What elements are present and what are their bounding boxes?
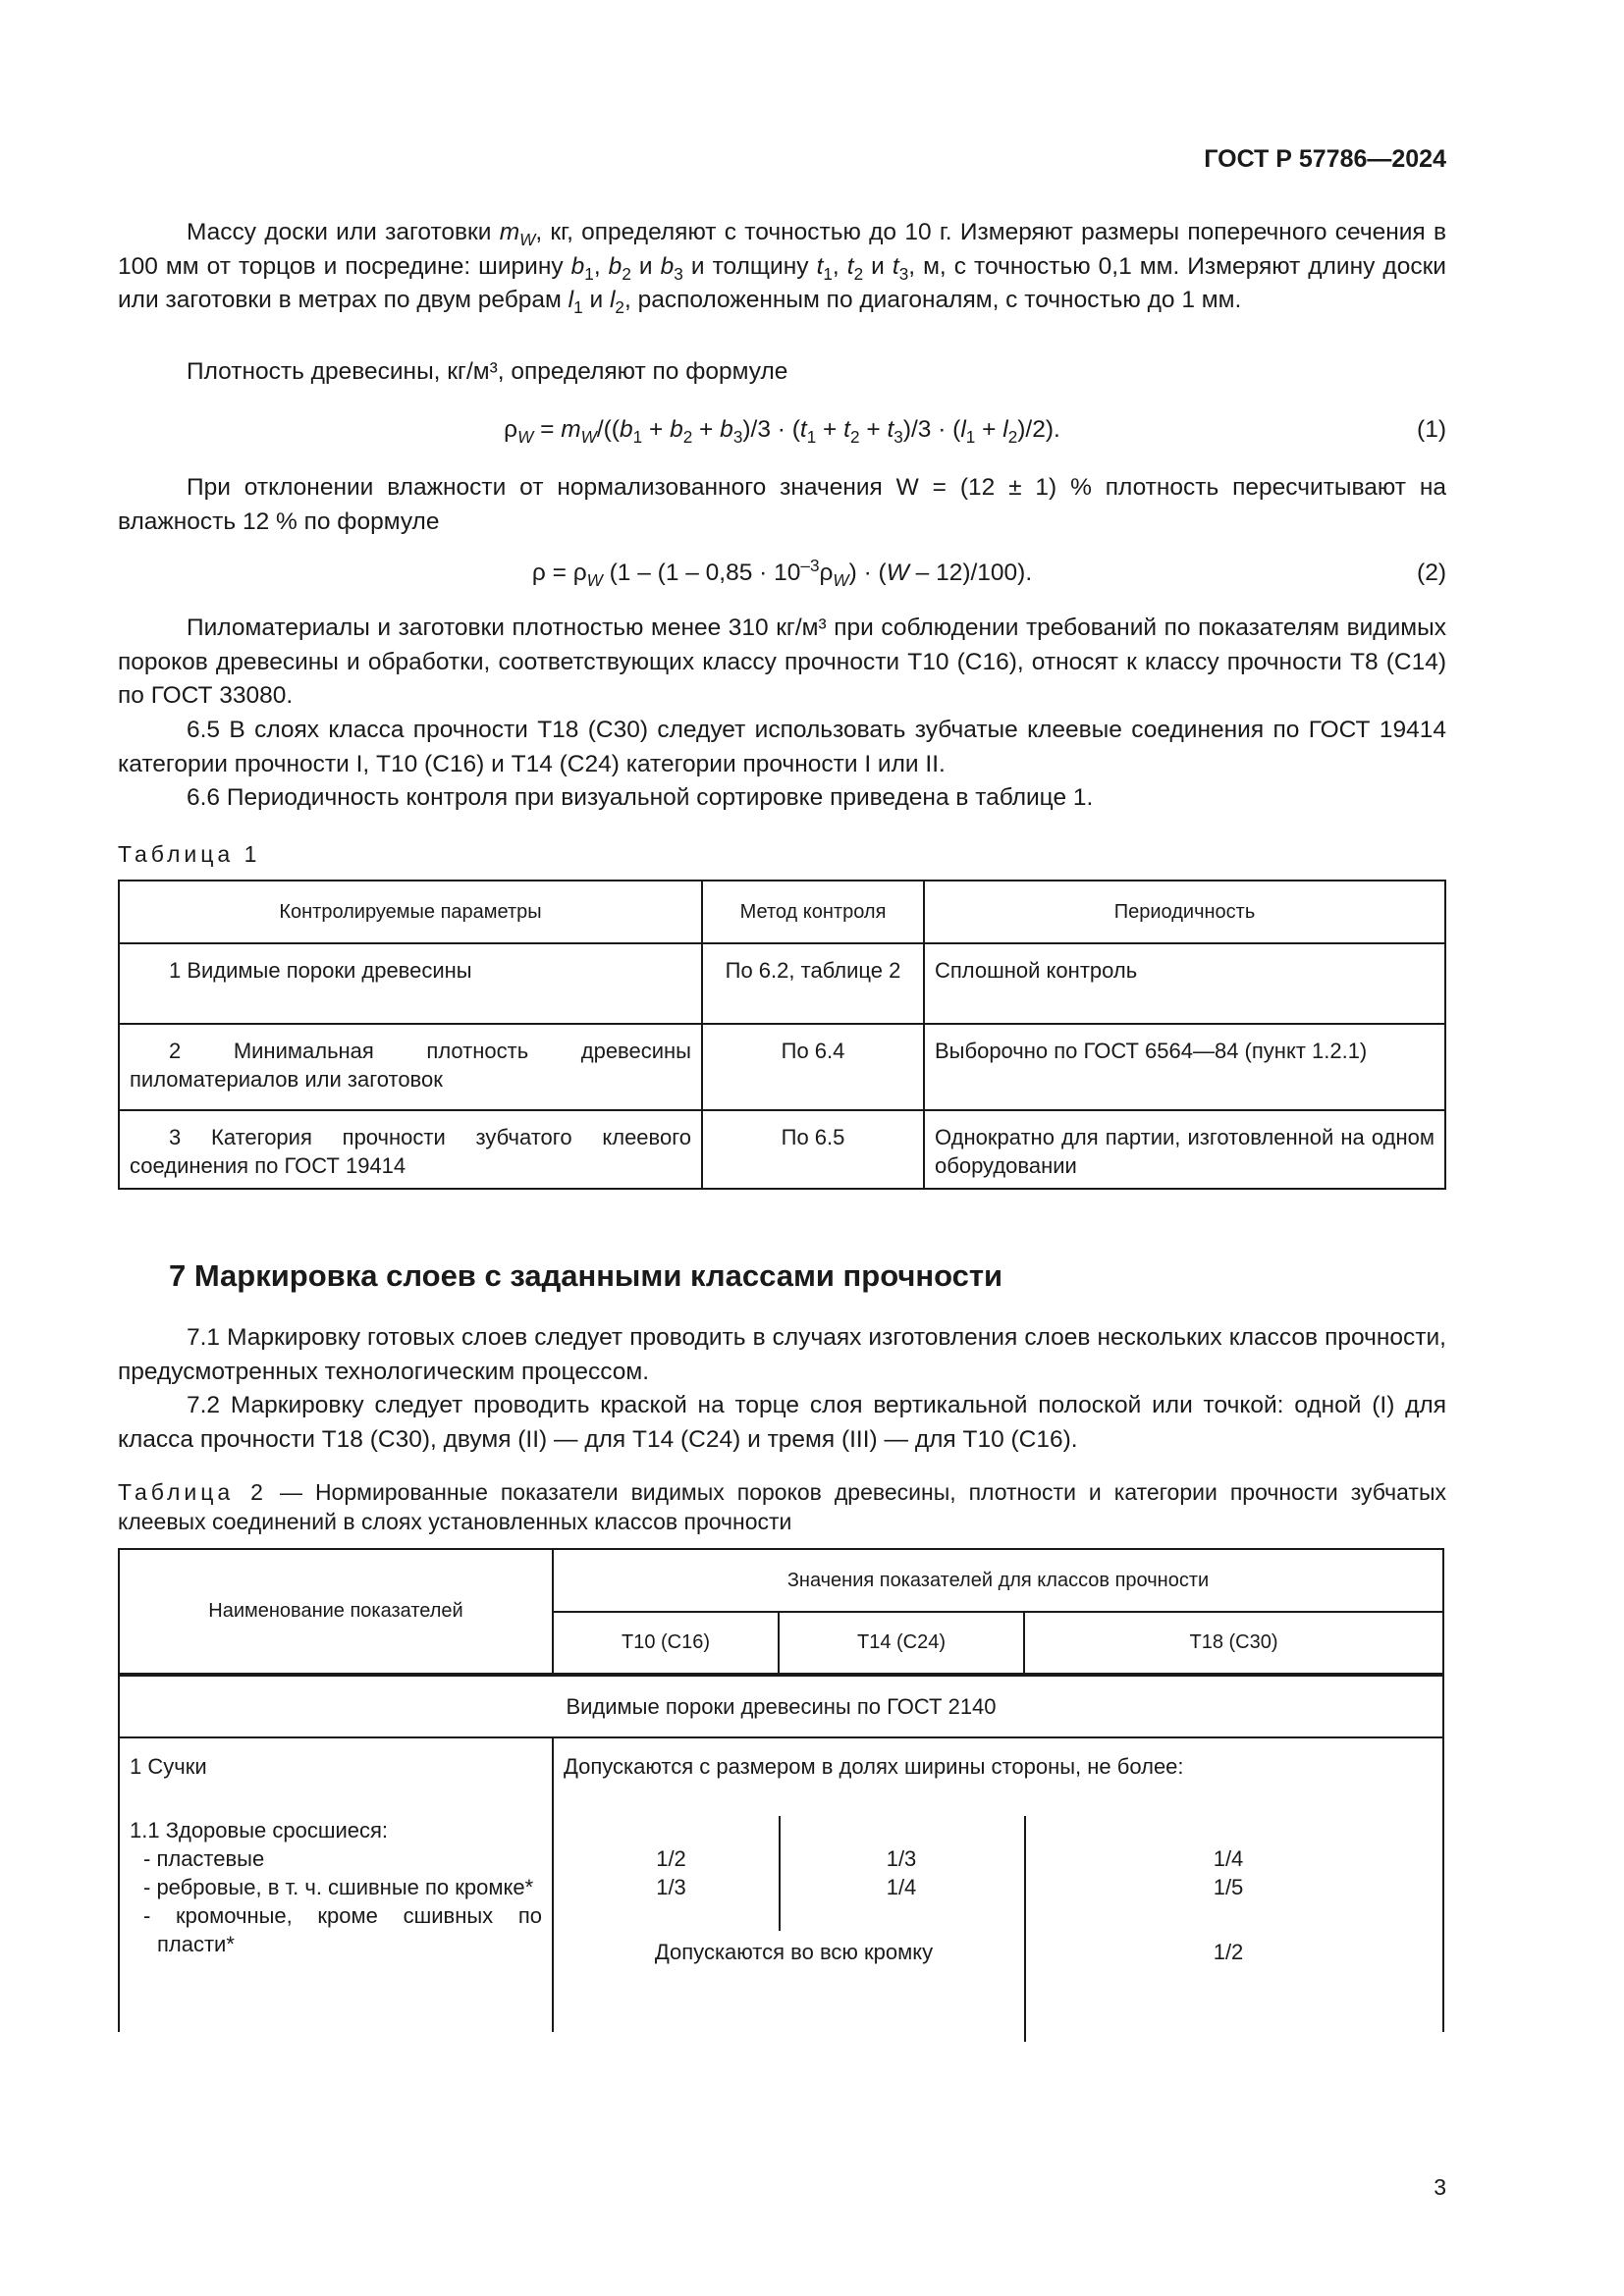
table2-header-t10: Т10 (С16) xyxy=(553,1612,779,1675)
val-b-t18: 1/5 xyxy=(1213,1875,1244,1899)
formula-2-number: (2) xyxy=(1417,560,1446,586)
table-row: 2 Минимальная плотность древесины пиломатериалов или заготовок По 6.4 Выборочно по ГОСТ 6564—84 (пункт 1.2.1) xyxy=(119,1024,1445,1110)
document-id: ГОСТ Р 57786—2024 xyxy=(1204,145,1446,173)
paragraph-6-5: 6.5 В слоях класса прочности Т18 (С30) следует использовать зубчатые клеевые соединения по ГОСТ 19414 категории прочности I, Т10 (С16) и Т14 (С24) категории прочности I или II. xyxy=(118,717,1446,777)
val-b-t14: 1/4 xyxy=(886,1875,917,1899)
val-a-t10: 1/2 xyxy=(656,1846,686,1871)
sub-face: - пластевые xyxy=(143,1846,265,1871)
knots-note: Допускаются с размером в долях ширины стороны, не более: xyxy=(564,1754,1184,1779)
table1-caption: Таблица 1 xyxy=(118,841,261,867)
page-number: 3 xyxy=(1434,2174,1446,2200)
val-b-t10: 1/3 xyxy=(656,1875,686,1899)
item-knots: 1 Сучки xyxy=(130,1754,207,1779)
formula-1: $\rho_W = m_W/((b_1 + b_2 + b_3)/3 \cdot (t_1 + t_2 + t_3)/3 \cdot (l_1 + l_2)/2)$. (1) xyxy=(118,413,1446,449)
paragraph-6-6: 6.6 Периодичность контроля при визуальной сортировке приведена в таблице 1. xyxy=(187,784,1094,811)
sub-edge: - ребровые, в т. ч. сшивные по кромке* xyxy=(143,1875,534,1899)
table-row: 1 Видимые пороки древесины По 6.2, таблице 2 Сплошной контроль xyxy=(119,943,1445,1024)
table-row: 3 Категория прочности зубчатого клеевого соединения по ГОСТ 19414 По 6.5 Однократно для партии, изготовленной на одном оборудовании xyxy=(119,1110,1445,1189)
section-7-title: 7 Маркировка слоев с заданными классами прочности xyxy=(169,1258,1003,1293)
formula-2: $\rho = \rho_W$ $(1 - (1 - 0,85 \cdot 10^{-3}\rho_W) \cdot (W - 12)/100)$. (2) xyxy=(531,555,1446,590)
table2-header-name: Наименование показателей xyxy=(119,1549,553,1675)
table2-header-t18: Т18 (С30) xyxy=(1024,1612,1443,1675)
table2-knots-values xyxy=(553,1737,1443,2032)
val-a-t14: 1/3 xyxy=(886,1846,917,1871)
paragraph-7-2: 7.2 Маркировку следует проводить краской на торце слоя вертикальной полоской или точкой: одной (I) для класса прочности Т18 (С30), двумя (II) — для Т14 (С24) и тремя (III) — для Т10 (С16). xyxy=(118,1392,1446,1453)
paragraph-moisture: При отклонении влажности от нормализованного значения W = (12 ± 1) % плотность пересчитывают на влажность 12 % по формуле xyxy=(118,474,1446,535)
table-2 xyxy=(118,1548,1444,2032)
val-a-t18: 1/4 xyxy=(1213,1846,1244,1871)
item-sound-knots: 1.1 Здоровые сросшиеся: xyxy=(130,1818,389,1842)
paragraph-mass: Массу доски или заготовки $m_W$, кг, определяют с точностью до 10 г. Измеряют размеры поперечного сечения в 100 мм от торцов и посредине: ширину $b_1$, $b_2$ и $b_3$ и толщину $t_1$, $t_2$ и $t_3$, м, с точностью 0,1 мм. Измеряют длину доски или заготовки в метрах по двум ребрам $l_1$ и $l_2$, расположенным по диагоналям, с точностью до 1 мм. xyxy=(118,219,1446,317)
table2-header-t14: Т14 (С24) xyxy=(779,1612,1024,1675)
table2-header-values: Значения показателей для классов прочности xyxy=(553,1549,1443,1612)
table2-knots-names xyxy=(119,1737,553,2032)
val-c-merged: Допускаются во всю кромку xyxy=(654,1940,934,1964)
sub-arris: - кромочные, кроме сшивных по пласти* xyxy=(143,1903,542,1956)
table1-header-period: Периодичность xyxy=(924,881,1445,943)
val-c-t18: 1/2 xyxy=(1213,1940,1244,1964)
paragraph-lumber-density: Пиломатериалы и заготовки плотностью менее 310 кг/м³ при соблюдении требований по показателям видимых пороков древесины и обработки, соответствующих классу прочности Т10 (С16), относят к классу прочности Т8 (С14) по ГОСТ 33080. xyxy=(118,614,1446,709)
table1-header-param: Контролируемые параметры xyxy=(119,881,702,943)
table2-caption: Таблица 2 — Нормированные показатели видимых пороков древесины, плотности и категории прочности зубчатых клеевых соединений в слоях установленных классов прочности xyxy=(118,1479,1446,1534)
formula-1-number: (1) xyxy=(1417,416,1446,443)
paragraph-density-intro: Плотность древесины, кг/м³, определяют по формуле xyxy=(187,358,788,385)
paragraph-7-1: 7.1 Маркировку готовых слоев следует проводить в случаях изготовления слоев нескольких классов прочности, предусмотренных технологическим процессом. xyxy=(118,1324,1446,1385)
table2-section-row: Видимые пороки древесины по ГОСТ 2140 xyxy=(119,1675,1443,1737)
table1-header-method: Метод контроля xyxy=(702,881,924,943)
table-1 xyxy=(118,880,1446,1190)
